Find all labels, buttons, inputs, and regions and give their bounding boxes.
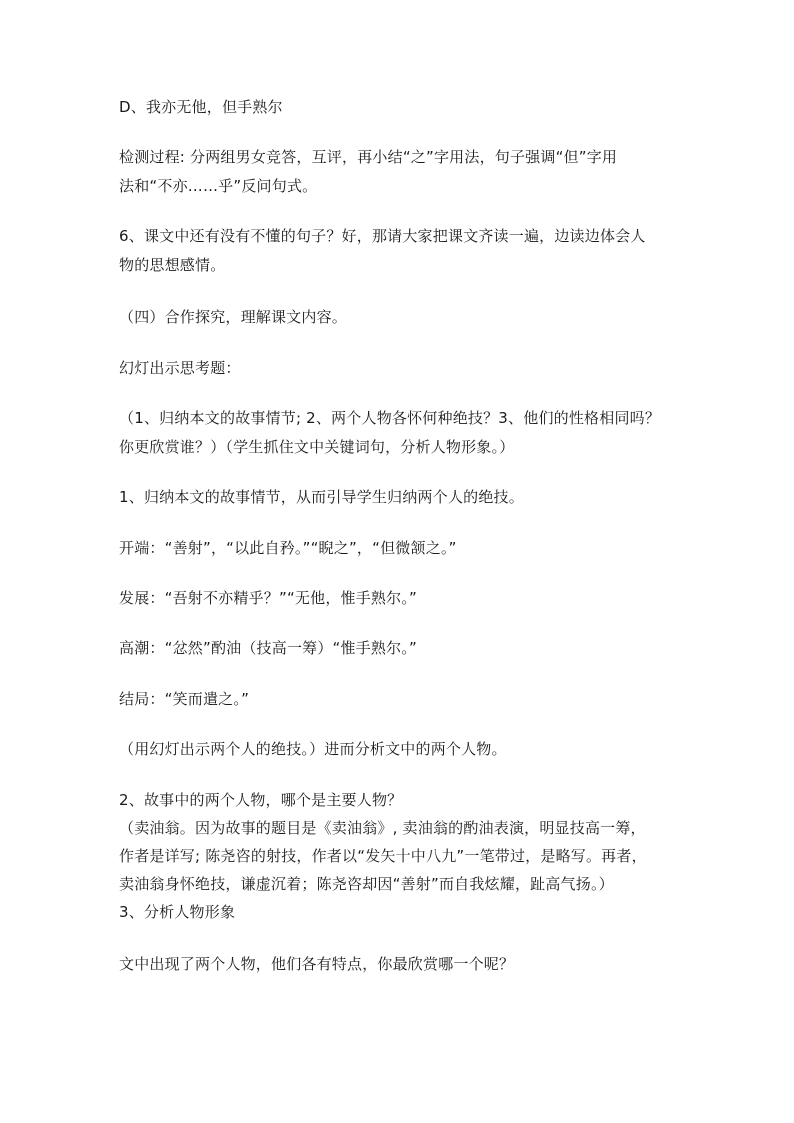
text-line-slide-questions-intro: 幻灯出示思考题： [119, 359, 241, 377]
text-line-slide-skills: （用幻灯出示两个人的绝技。）进而分析文中的两个人物。 [119, 740, 507, 758]
text-line-check-process-cont: 法和“不亦……乎”反问句式。 [119, 177, 318, 195]
text-line-ending: 结局：“笑而遣之。” [119, 690, 250, 708]
text-line-check-process: 检测过程: 分两组男女竞答，互评，再小结“之”字用法，句子强调“但”字用 [119, 148, 618, 166]
text-line-beginning: 开端：“善射”，“以此自矜。”“睨之”，“但微颔之。” [119, 539, 457, 557]
text-line-point-2: 2、故事中的两个人物，哪个是主要人物？ [119, 791, 403, 809]
text-line-answer-2: 作者是详写; 陈尧咨的射技，作者以“发矢十中八九”一笔带过，是略写。再者， [119, 847, 647, 865]
text-line-step-6-cont: 物的思想感情。 [119, 256, 226, 274]
text-line-step-6: 6、课文中还有没有不懂的句子？好，那请大家把课文齐读一遍，边读边体会人 [119, 227, 646, 245]
text-line-point-1: 1、归纳本文的故事情节，从而引导学生归纳两个人的绝技。 [119, 488, 524, 506]
text-line-answer-1: （卖油翁。因为故事的题目是《卖油翁》, 卖油翁的酌油表演，明显技高一筹， [119, 819, 646, 837]
text-line-questions-cont: 你更欣赏谁？）（学生抓住文中关键词句，分析人物形象。） [119, 438, 515, 456]
text-line-point-3: 3、分析人物形象 [119, 903, 236, 921]
text-line-development: 发展：“吾射不亦精乎？”“无他，惟手熟尔。” [119, 589, 417, 607]
section-heading-cooperative-inquiry: （四）合作探究，理解课文内容。 [119, 308, 348, 326]
text-line-option-d: D、我亦无他，但手熟尔 [119, 98, 283, 116]
text-line-answer-3: 卖油翁身怀绝技，谦虚沉着；陈尧咨却因“善射”而自我炫耀，趾高气扬。） [119, 875, 614, 893]
text-line-questions: （1、归纳本文的故事情节; 2、两个人物各怀何种绝技？3、他们的性格相同吗？ [119, 409, 661, 427]
text-line-characters-question: 文中出现了两个人物，他们各有特点，你最欣赏哪一个呢？ [119, 955, 515, 973]
text-line-climax: 高潮：“忿然”酌油（技高一筹）“惟手熟尔。” [119, 639, 417, 657]
